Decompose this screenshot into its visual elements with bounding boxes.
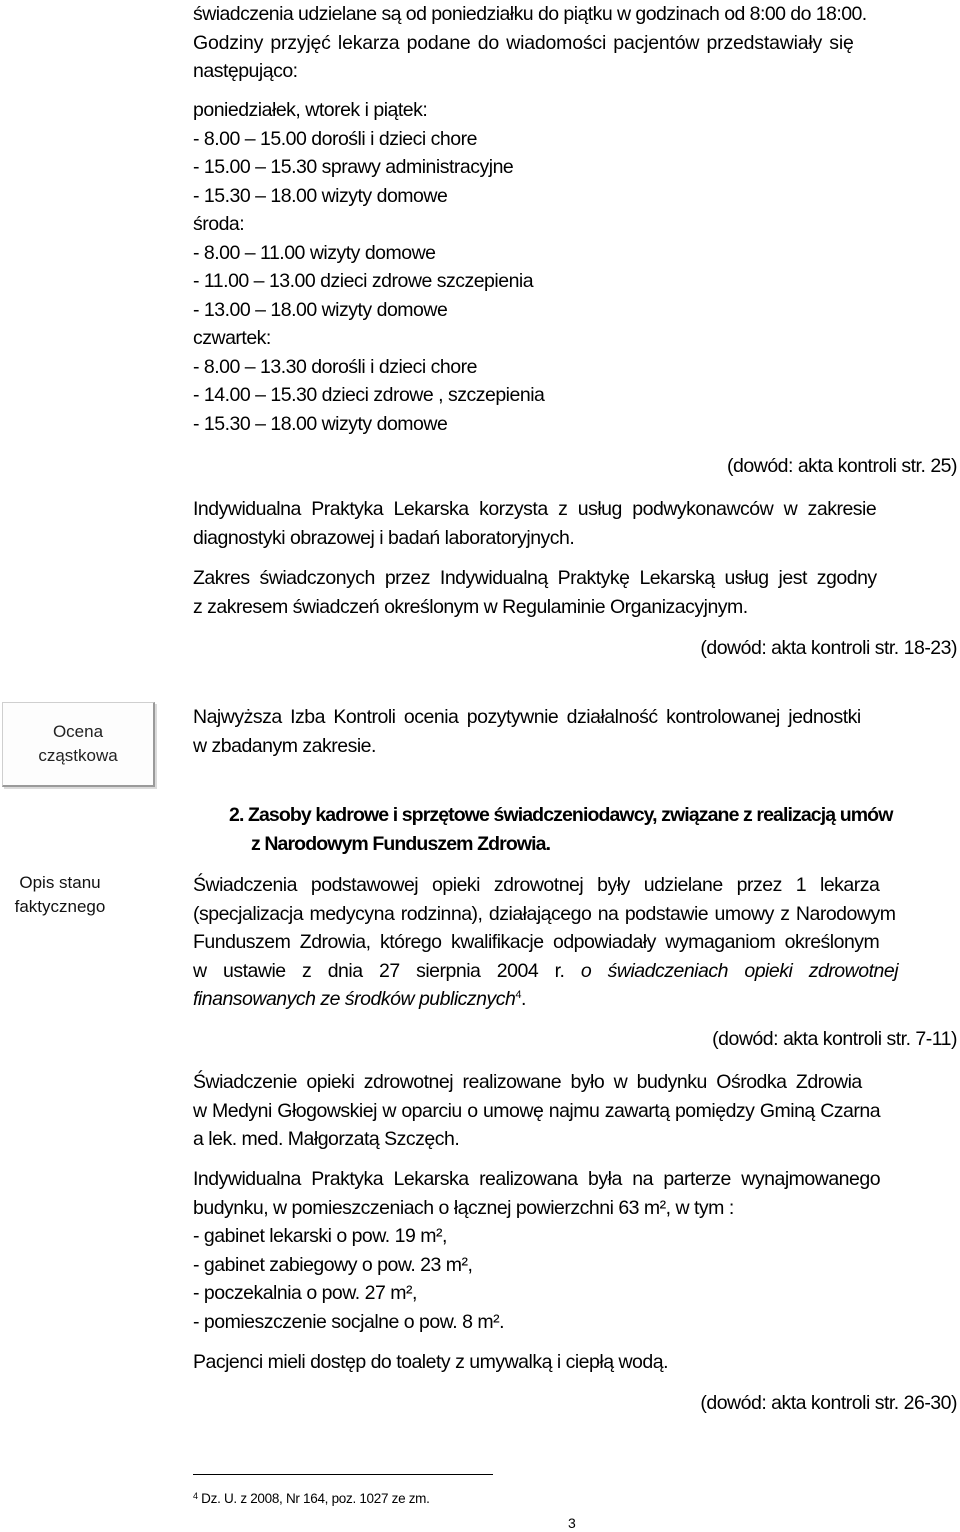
text-line: Zakres świadczonych przez Indywidualną Praktykę Lekarską usług jest zgodny bbox=[193, 567, 877, 589]
text-run: . bbox=[520, 988, 526, 1010]
facts-label-line: faktycznego bbox=[14, 897, 106, 916]
schedule-line: - 15.00 – 15.30 sprawy administracyjne bbox=[193, 156, 514, 178]
footnote-separator bbox=[193, 1474, 493, 1475]
text-line: świadczenia udzielane są od poniedziałku do piątku w godzinach od 8:00 do 18:00. bbox=[193, 3, 867, 25]
evidence-note: (dowód: akta kontroli str. 7-11) bbox=[712, 1028, 957, 1050]
text-line: Najwyższa Izba Kontroli ocenia pozytywnie działalność kontrolowanej jednostki bbox=[193, 706, 861, 728]
text-line: Świadczenia podstawowej opieki zdrowotnej były udzielane przez 1 lekarza bbox=[193, 874, 880, 896]
text-line: następująco: bbox=[193, 60, 298, 82]
page-number: 3 bbox=[568, 1515, 576, 1531]
text-line: Godziny przyjęć lekarza podane do wiadomości pacjentów przedstawiały się bbox=[193, 31, 854, 54]
text-line: Indywidualna Praktyka Lekarska korzysta z usług podwykonawców w zakresie bbox=[193, 498, 877, 520]
section-heading bbox=[229, 801, 959, 858]
top-text-block bbox=[193, 0, 957, 86]
text-run: w ustawie z dnia 27 sierpnia 2004 r. bbox=[193, 959, 581, 982]
assessment-label-box bbox=[2, 702, 155, 787]
facts-label-line: Opis stanu bbox=[19, 873, 101, 892]
room-list-item: - gabinet lekarski o pow. 19 m², bbox=[193, 1225, 447, 1247]
paragraph-scope bbox=[193, 564, 957, 621]
paragraph-building bbox=[193, 1068, 957, 1154]
evidence-note: (dowód: akta kontroli str. 25) bbox=[727, 455, 957, 477]
text-line: diagnostyki obrazowej i badań laboratoryjnych. bbox=[193, 526, 575, 549]
law-title-italic: o świadczeniach opieki zdrowotnej bbox=[580, 959, 899, 982]
schedule-line: - 8.00 – 11.00 wizyty domowe bbox=[193, 241, 436, 264]
text-line bbox=[193, 985, 957, 1014]
schedule-line: - 15.30 – 18.00 wizyty domowe bbox=[193, 412, 448, 435]
paragraph-staff bbox=[193, 871, 957, 1014]
schedule-line: - 8.00 – 15.00 dorośli i dzieci chore bbox=[193, 127, 477, 150]
assessment-label-line: Ocena bbox=[52, 722, 104, 741]
text-line: Świadczenie opieki zdrowotnej realizowane było w budynku Ośrodka Zdrowia bbox=[193, 1071, 862, 1093]
schedule-line: środa: bbox=[193, 213, 245, 235]
facts-label bbox=[0, 871, 120, 919]
text-line: Indywidualna Praktyka Lekarska realizowana była na parterze wynajmowanego bbox=[193, 1168, 881, 1190]
heading-line: z Narodowym Funduszem Zdrowia. bbox=[251, 832, 551, 855]
text-line: z zakresem świadczeń określonym w Regulaminie Organizacyjnym. bbox=[193, 595, 748, 618]
schedule-line: - 13.00 – 18.00 wizyty domowe bbox=[193, 298, 448, 321]
schedule-line: poniedziałek, wtorek i piątek: bbox=[193, 99, 428, 121]
heading-line: 2. Zasoby kadrowe i sprzętowe świadczeniodawcy, związane z realizacją umów bbox=[229, 804, 893, 826]
footnote-ref[interactable]: 4 bbox=[515, 989, 521, 1001]
schedule-list bbox=[193, 96, 957, 438]
evidence-note: (dowód: akta kontroli str. 26-30) bbox=[700, 1392, 957, 1414]
text-line: (specjalizacja medycyna rodzinna), działającego na podstawie umowy z Narodowym bbox=[193, 902, 896, 925]
schedule-line: - 8.00 – 13.30 dorośli i dzieci chore bbox=[193, 355, 477, 378]
footnote bbox=[193, 1490, 430, 1508]
text-line: w zbadanym zakresie. bbox=[193, 734, 376, 757]
paragraph-rooms bbox=[193, 1165, 957, 1336]
text-line bbox=[193, 957, 957, 986]
room-list-item: - gabinet zabiegowy o pow. 23 m², bbox=[193, 1253, 473, 1276]
paragraph-subcontractors bbox=[193, 495, 957, 552]
schedule-line: czwartek: bbox=[193, 327, 271, 349]
room-list-item: - poczekalnia o pow. 27 m², bbox=[193, 1282, 417, 1304]
schedule-line: - 15.30 – 18.00 wizyty domowe bbox=[193, 184, 448, 207]
footnote-text: Dz. U. z 2008, Nr 164, poz. 1027 ze zm. bbox=[197, 1491, 430, 1506]
schedule-line: - 14.00 – 15.30 dzieci zdrowe , szczepienia bbox=[193, 384, 545, 406]
text-line: a lek. med. Małgorzatą Szczęch. bbox=[193, 1128, 460, 1150]
paragraph-toilet bbox=[193, 1348, 957, 1377]
assessment-label-line: cząstkowa bbox=[38, 746, 118, 765]
text-line: Funduszem Zdrowia, którego kwalifikacje odpowiadały wymaganiom określonym bbox=[193, 931, 880, 953]
evidence-note: (dowód: akta kontroli str. 18-23) bbox=[700, 637, 957, 659]
text-line: w Medyni Głogowskiej w oparciu o umowę najmu zawartą pomiędzy Gminą Czarna bbox=[193, 1099, 881, 1122]
room-list-item: - pomieszczenie socjalne o pow. 8 m². bbox=[193, 1310, 504, 1333]
footnote-number: 4 bbox=[193, 1491, 198, 1501]
law-title-italic: finansowanych ze środków publicznych bbox=[193, 988, 516, 1010]
schedule-line: - 11.00 – 13.00 dzieci zdrowe szczepienia bbox=[193, 270, 534, 292]
assessment-text bbox=[193, 703, 957, 760]
text-line: Pacjenci mieli dostęp do toalety z umywalką i ciepłą wodą. bbox=[193, 1351, 669, 1373]
text-line: budynku, w pomieszczeniach o łącznej powierzchni 63 m², w tym : bbox=[193, 1196, 734, 1219]
